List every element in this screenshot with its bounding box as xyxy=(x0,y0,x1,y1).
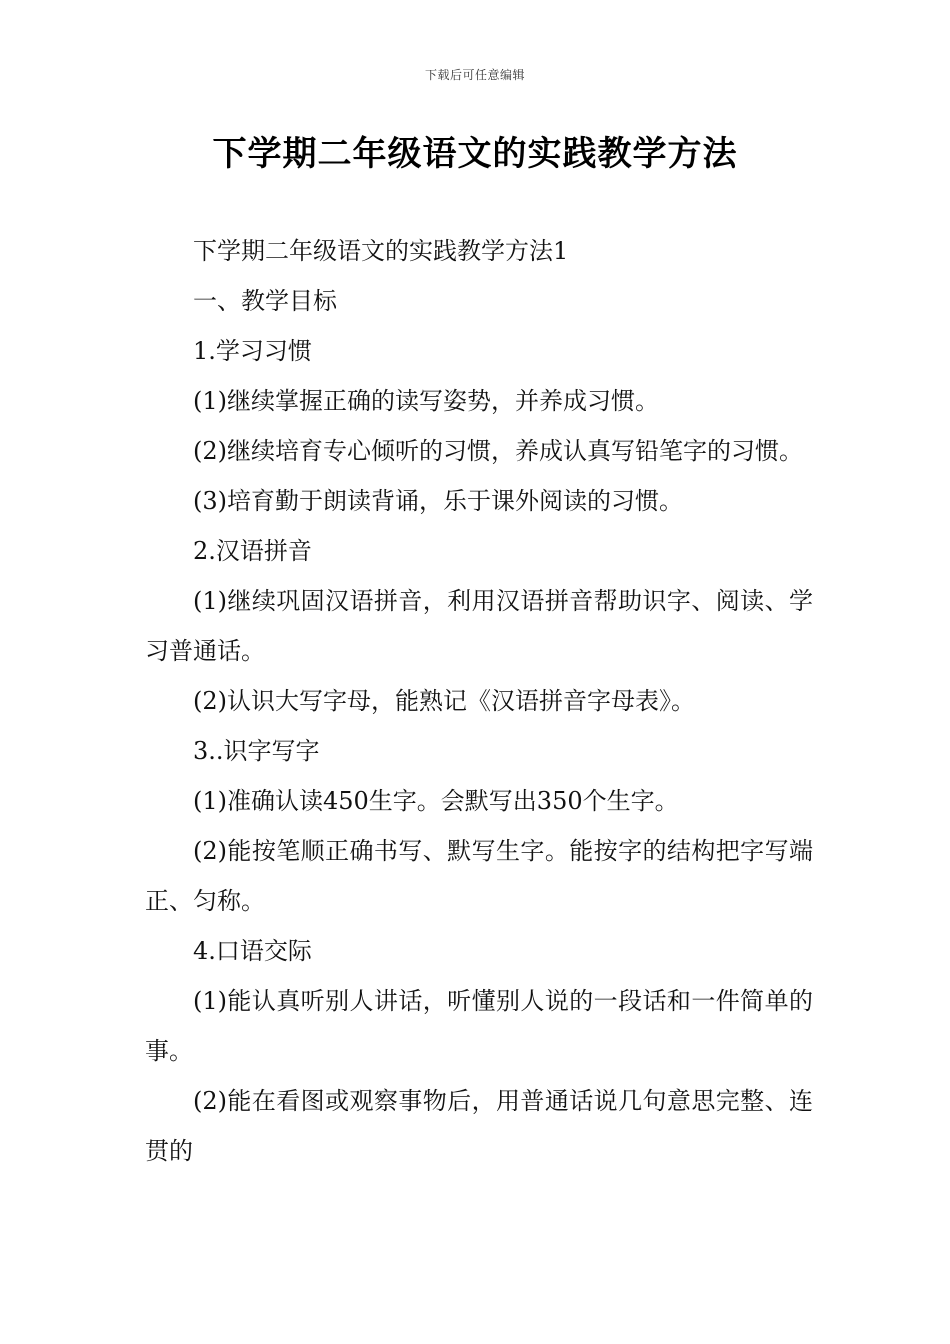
paragraph-teaching-goals: 一、教学目标 xyxy=(193,287,337,315)
paragraph-item: (1)能认真听别人讲话，听懂别人说的一段话和一件简单的事。 xyxy=(145,987,813,1065)
paragraph-item: (2)能按笔顺正确书写、默写生字。能按字的结构把字写端正、匀称。 xyxy=(145,837,813,915)
document-body xyxy=(145,226,813,1176)
paragraph-section-heading: 下学期二年级语文的实践教学方法1 xyxy=(193,237,569,265)
paragraph-literacy: 3..识字写字 xyxy=(193,737,320,765)
document-title: 下学期二年级语文的实践教学方法 xyxy=(212,134,738,174)
paragraph-item: (1)准确认读450生字。会默写出350个生字。 xyxy=(193,787,679,815)
header-note: 下载后可任意编辑 xyxy=(424,68,525,82)
paragraph-item: (1)继续掌握正确的读写姿势，并养成习惯。 xyxy=(193,387,659,415)
paragraph-item: (1)继续巩固汉语拼音，利用汉语拼音帮助识字、阅读、学习普通话。 xyxy=(145,587,813,665)
paragraph-pinyin: 2.汉语拼音 xyxy=(193,537,312,565)
paragraph-item: (3)培育勤于朗读背诵，乐于课外阅读的习惯。 xyxy=(193,487,683,515)
paragraph-item: (2)认识大写字母，能熟记《汉语拼音字母表》。 xyxy=(193,687,695,715)
paragraph-item: (2)能在看图或观察事物后，用普通话说几句意思完整、连贯的 xyxy=(145,1087,813,1165)
paragraph-oral-communication: 4.口语交际 xyxy=(193,937,312,965)
paragraph-study-habits: 1.学习习惯 xyxy=(193,337,312,365)
paragraph-item: (2)继续培育专心倾听的习惯，养成认真写铅笔字的习惯。 xyxy=(193,437,803,465)
